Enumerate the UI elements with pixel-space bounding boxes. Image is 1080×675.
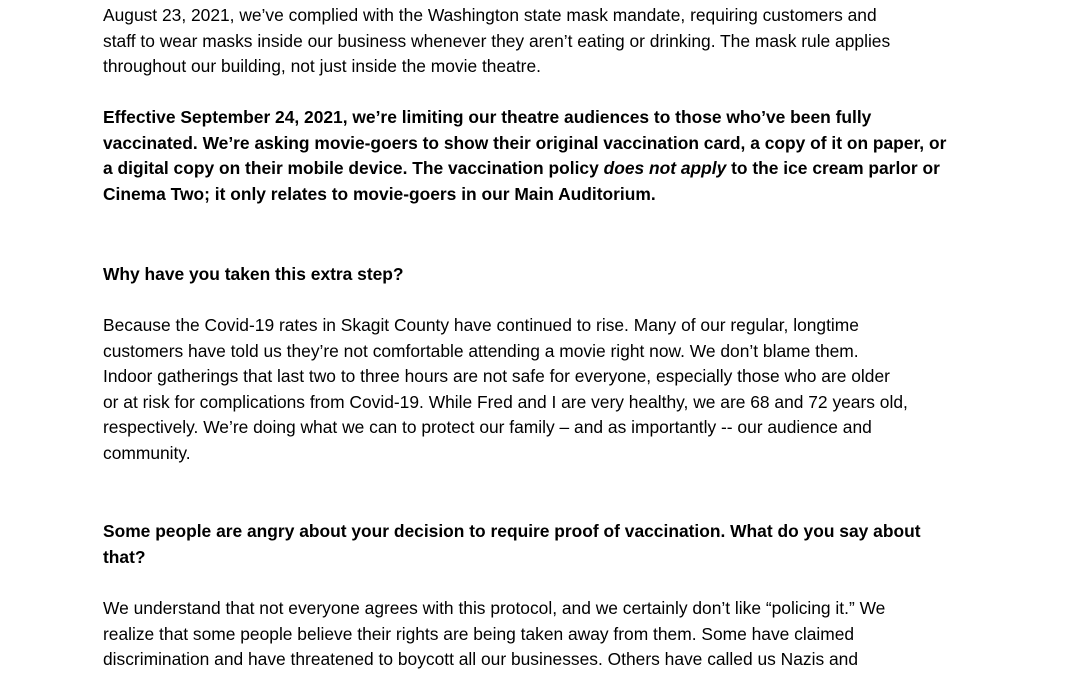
answer-2-line-3: discrimination and have threatened to boycott all our businesses. Others have called us Nazis and <box>103 649 858 670</box>
policy-emphasis: does not apply <box>603 158 727 179</box>
intro-line-1: August 23, 2021, we’ve complied with the Washington state mask mandate, requiring customers and <box>103 5 877 25</box>
policy-line-3 <box>103 156 1003 182</box>
question-2-line-1: Some people are angry about your decision to require proof of vaccination. What do you say about <box>103 521 921 541</box>
policy-line-4: Cinema Two; it only relates to movie-goers in our Main Auditorium. <box>103 183 656 204</box>
answer-1-line-4: or at risk for complications from Covid-19. While Fred and I are very healthy, we are 68 and 72 years old, <box>103 391 908 412</box>
policy-line-1: Effective September 24, 2021, we’re limiting our theatre audiences to those who’ve been fully <box>103 107 872 127</box>
answer-1-line-2: customers have told us they’re not comfortable attending a movie right now. We don’t blame them. <box>103 340 859 361</box>
policy-line-2: vaccinated. We’re asking movie-goers to show their original vaccination card, a copy of it on paper, or <box>103 132 947 153</box>
answer-1-line-3: Indoor gatherings that last two to three hours are not safe for everyone, especially those who are older <box>103 366 890 387</box>
intro-line-2: staff to wear masks inside our business whenever they aren’t eating or drinking. The mask rule applies <box>103 30 891 51</box>
question-2-heading <box>103 519 1003 570</box>
answer-1-line-1: Because the Covid-19 rates in Skagit County have continued to rise. Many of our regular, longtime <box>103 315 859 335</box>
question-2-line-2: that? <box>103 546 146 567</box>
policy-line-3-before: a digital copy on their mobile device. The vaccination policy <box>103 158 604 179</box>
intro-paragraph <box>103 3 1003 80</box>
answer-1-line-6: community. <box>103 442 191 463</box>
answer-1-line-5: respectively. We’re doing what we can to protect our family – and as importantly -- our audience and <box>103 417 872 438</box>
policy-line-3-after: to the ice cream parlor or <box>726 158 940 179</box>
question-1-heading <box>103 262 1003 288</box>
intro-line-3: throughout our building, not just inside the movie theatre. <box>103 56 541 77</box>
policy-paragraph <box>103 105 1003 207</box>
question-1-text: Why have you taken this extra step? <box>103 264 404 284</box>
answer-2-line-2: realize that some people believe their rights are being taken away from them. Some have claimed <box>103 623 855 644</box>
answer-2-line-1: We understand that not everyone agrees with this protocol, and we certainly don’t like “policing it.” We <box>103 598 886 618</box>
answer-2-paragraph <box>103 596 1003 673</box>
answer-1-paragraph <box>103 313 1003 467</box>
